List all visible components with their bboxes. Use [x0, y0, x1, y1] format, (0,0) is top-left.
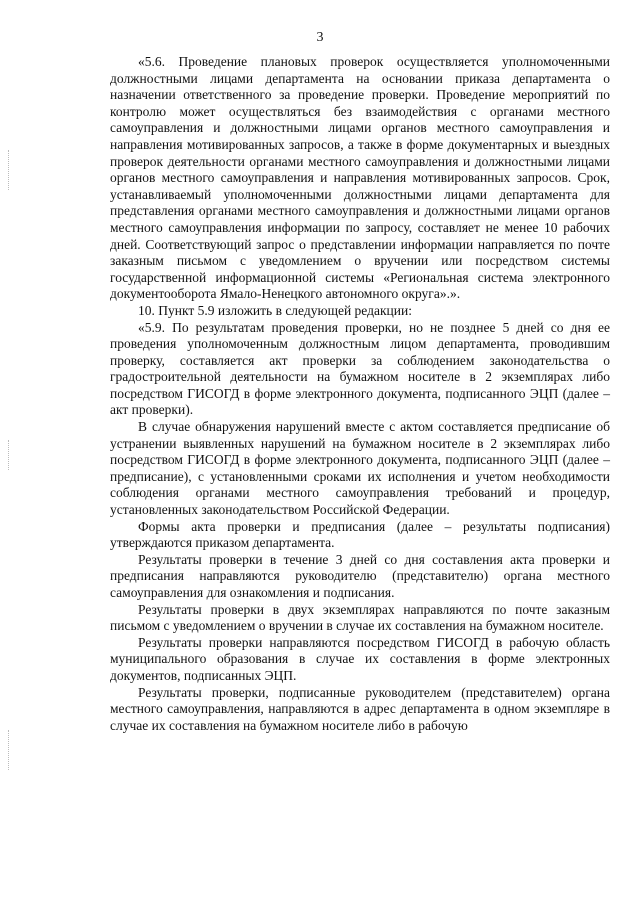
- paragraph-violations: В случае обнаружения нарушений вместе с актом составляется предписание об устранении выявленных нарушений на бумажном носителе в 2 экземплярах либо посредством ГИСОГД в форме электронного документа, подписанного ЭЦП (далее – предписание), с установленными сроками их исполнения и учетом необходимости соблюдения органами местного самоуправления требований и процедур, установленных законодательством Российской Федерации.: [110, 419, 610, 518]
- page-number: 3: [316, 30, 324, 45]
- paragraph-5-9: «5.9. По результатам проведения проверки, но не позднее 5 дней со дня ее проведения уполномоченным должностным лицом департамента, проводившим проверку, составляется акт проверки за соблюдением законодательства о градостроительной деятельности на бумажном носителе в 2 экземплярах либо посредством ГИСОГД в форме электронного документа, подписанного ЭЦП (далее – акт проверки).: [110, 319, 610, 418]
- margin-scan-mark: [8, 730, 10, 770]
- margin-scan-mark: [8, 150, 10, 190]
- paragraph-forms: Формы акта проверки и предписания (далее – результаты подписания) утверждаются приказом департамента.: [110, 518, 610, 551]
- paragraph-results-mail: Результаты проверки в двух экземплярах направляются по почте заказным письмом с уведомлением о вручении в случае их составления на бумажном носителе.: [110, 601, 610, 634]
- paragraph-item-10: 10. Пункт 5.9 изложить в следующей редакции:: [138, 302, 412, 318]
- margin-scan-mark: [8, 440, 10, 470]
- document-body: [110, 54, 610, 734]
- paragraph-results-3-days: Результаты проверки в течение 3 дней со дня составления акта проверки и предписания направляются руководителю (представителю) органа местного самоуправления для ознакомления и подписания.: [110, 551, 610, 600]
- paragraph-results-signed: Результаты проверки, подписанные руководителем (представителем) органа местного самоуправления, направляются в адрес департамента в одном экземпляре в случае их составления на бумажном носителе либо в рабочую: [110, 684, 610, 733]
- paragraph-5-6: «5.6. Проведение плановых проверок осуществляется уполномоченными должностными лицами департамента на основании приказа департамента о назначении ответственного за проведение проверки. Проведение мероприятий по контролю может осуществляться без взаимодействия с органами местного самоуправления и должностными лицами органов местного самоуправления и направления мотивированных запросов, а также в форме документарных и выездных проверок деятельности органами местного самоуправления и должностными лицами органов местного самоуправления и направления мотивированных запросов. Срок, устанавливаемый уполномоченными должностными лицами департамента для представления органами местного самоуправления и должностными лицами органов местного самоуправления информации по запросу, составляет не менее 10 рабочих дней. Соответствующий запрос о представлении информации направляется по почте заказным письмом с уведомлением о вручении или посредством системы государственной информационной системы «Региональная система электронного документооборота Ямало-Ненецкого автономного округа».».: [110, 54, 610, 302]
- paragraph-results-gisogd: Результаты проверки направляются посредством ГИСОГД в рабочую область муниципального образования в случае их составления в форме электронных документов, подписанных ЭЦП.: [110, 634, 610, 683]
